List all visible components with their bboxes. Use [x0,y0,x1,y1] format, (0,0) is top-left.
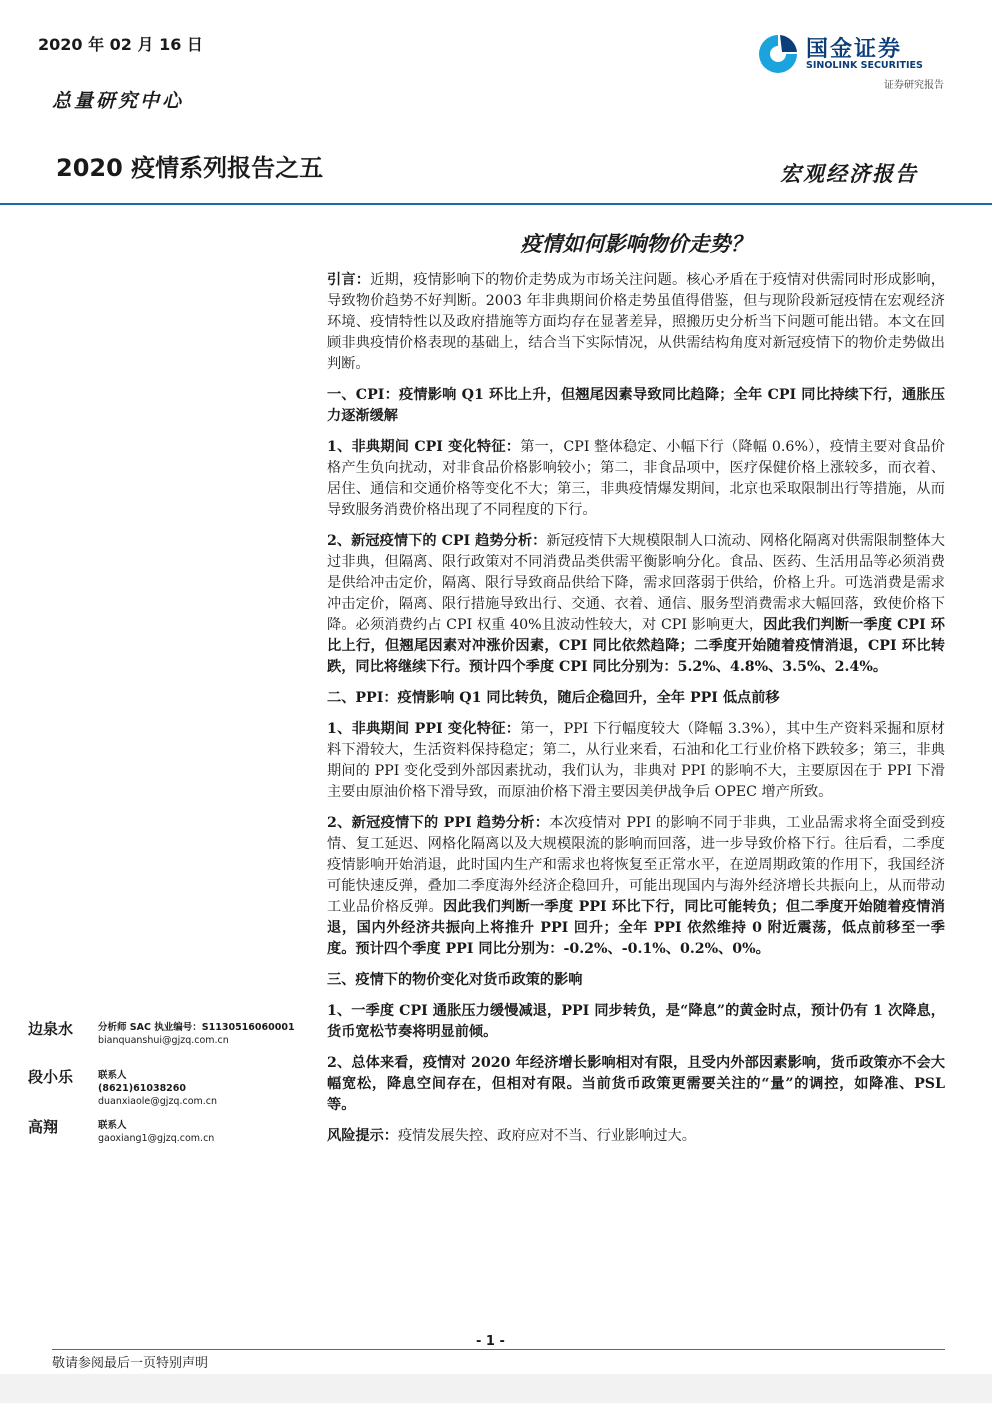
author-email: bianquanshui@gjzq.com.cn [98,1035,229,1046]
author-role: 联系人 [98,1120,127,1131]
author-email: gaoxiang1@gjzq.com.cn [98,1133,215,1144]
risk-warning [327,1126,945,1147]
section-2-p2-text: 本次疫情对 PPI 的影响不同于非典，工业品需求将全面受到疫情、复工延迟、网格化隔离以及大规模限流的影响而回落，进一步导致价格下行。往后看，二季度疫情影响开始消退，此时国内生产和需求也将恢复至正常水平，在逆周期政策的作用下，我国经济可能快速反弹，叠加二季度海外经济企稳回升，可能出现国内与海外经济增长共振向上，从而带动工业品价格反弹。 [327,815,946,915]
logo-name-en: SINOLINK SECURITIES [806,60,923,71]
footer-divider [52,1349,945,1350]
section-3-heading: 三、疫情下的物价变化对货币政策的影响 [327,972,583,988]
report-type: 宏观经济报告 [780,161,918,186]
intro-text: 近期，疫情影响下的物价走势成为市场关注问题。核心矛盾在于疫情对供需同时形成影响，导致物价趋势不好判断。2003 年非典期间价格走势虽值得借鉴，但与现阶段新冠疫情在宏观经济环境、疫情特性以及政府措施等方面均存在显著差异，照搬历史分析当下问题可能出错。本文在回顾非典疫情价格表现的基础上，结合当下实际情况，从供需结构角度对新冠疫情下的物价走势做出判断。 [327,272,945,372]
company-logo [756,30,946,92]
logo-name-cn: 国金证券 [806,37,903,62]
author-name: 高翔 [28,1118,59,1136]
header-divider [0,203,992,205]
author-info [98,1021,295,1047]
section-3-paragraph-1: 1、一季度 CPI 通胀压力缓慢减退，PPI 同步转负，是“降息”的黄金时点，预计仍有 1 次降息，货币宽松节奏将明显前倾。 [327,1003,945,1040]
series-title: 2020 疫情系列报告之五 [56,154,324,182]
section-1-p2-conclusion: 因此我们判断一季度 CPI 环比上行，但翘尾因素对冲涨价因素，CPI 同比依然趋降；二季度开始随着疫情消退，CPI 环比转跌，同比将继续下行。预计四个季度 CPI 同比分别为：5.2%、4.8%、3.5%、2.4%。 [327,617,945,675]
section-1-p1-text: 第一，CPI 整体稳定、小幅下行（降幅 0.6%），疫情主要对食品价格产生负向扰动，对非食品价格影响较小；第二，非食品项中，医疗保健价格上涨较多，而衣着、居住、通信和交通价格等变化不大；第三，非典疫情爆发期间，北京也采取限制出行等措施，从而导致服务消费价格出现了不同程度的下行。 [327,439,945,518]
author-phone: (8621)61038260 [98,1083,187,1094]
author-role: 联系人 [98,1070,127,1081]
author-role: 分析师 SAC 执业编号：S1130516060001 [98,1022,295,1033]
section-1-p1-label: 1、非典期间 CPI 变化特征： [327,439,521,455]
section-3-paragraph-2: 2、总体来看，疫情对 2020 年经济增长影响相对有限，且受内外部因素影响，货币政策亦不会大幅宽松，降息空间存在，但相对有限。当前货币政策更需要关注的“量”的调控，如降准、PSL 等。 [327,1055,945,1113]
intro-label: 引言： [327,272,371,288]
report-date: 2020 年 02 月 16 日 [38,35,203,54]
section-1-p2-label: 2、新冠疫情下的 CPI 趋势分析： [327,533,547,549]
section-2-p1-label: 1、非典期间 PPI 变化特征： [327,721,521,737]
author-info [98,1119,214,1145]
main-title: 疫情如何影响物价走势？ [520,231,752,256]
author-info [98,1069,217,1108]
page-bottom-band [0,1374,992,1403]
author-name: 边泉水 [28,1020,74,1038]
logo-mark-icon [756,32,800,76]
section-1-paragraph-2 [327,531,945,678]
section-2-paragraph-2 [327,813,945,960]
author-email: duanxiaole@gjzq.com.cn [98,1096,218,1107]
section-1-heading: 一、CPI：疫情影响 Q1 环比上升，但翘尾因素导致同比趋降；全年 CPI 同比持续下行，通胀压力逐渐缓解 [327,387,945,424]
section-2-heading: 二、PPI：疫情影响 Q1 同比转负，随后企稳回升，全年 PPI 低点前移 [327,690,780,706]
report-body [327,270,945,1157]
risk-text: 疫情发展失控、政府应对不当、行业影响过大。 [397,1128,696,1144]
author-name: 段小乐 [28,1068,74,1086]
section-2-p1-text: 第一，PPI 下行幅度较大（降幅 3.3%），其中生产资料采掘和原材料下滑较大，生活资料保持稳定；第二，从行业来看，石油和化工行业价格下跌较多；第三，非典期间的 PPI 变化受到外部因素扰动，我们认为，非典对 PPI 的影响不大，主要原因在于 PPI 下滑主要由原油价格下滑导致，而原油价格下滑主要因美伊战争后 OPEC 增产所致。 [327,721,945,800]
risk-label: 风险提示： [327,1128,398,1144]
section-2-paragraph-1 [327,719,945,803]
footer-disclaimer-note: 敬请参阅最后一页特别声明 [52,1356,209,1371]
section-1-paragraph-1 [327,437,945,521]
intro-paragraph [327,270,945,375]
page-number: - 1 - [476,1334,505,1349]
section-2-p2-label: 2、新冠疫情下的 PPI 趋势分析： [327,815,550,831]
section-2-p2-conclusion: 因此我们判断一季度 PPI 环比下行，同比可能转负；但二季度开始随着疫情消退，国内外经济共振向上将推升 PPI 回升；全年 PPI 依然维持 0 附近震荡，低点前移至一季度。预计四个季度 PPI 同比分别为：-0.2%、-0.1%、0.2%、0%。 [327,899,945,957]
logo-subtitle: 证券研究报告 [884,80,944,91]
section-1-p2-text: 新冠疫情下大规模限制人口流动、网格化隔离对供需限制整体大过非典，但隔离、限行政策对不同消费品类供需平衡影响分化。食品、医药、生活用品等必须消费是供给冲击定价，隔离、限行导致商品供给下降，需求回落弱于供给，价格上升。可选消费是需求冲击定价，隔离、限行措施导致出行、交通、衣着、通信、服务型消费需求大幅回落，致使价格下降。必须消费约占 CPI 权重 40%且波动性较大，对 CPI 影响更大， [327,533,945,633]
research-center-name: 总量研究中心 [52,90,185,112]
